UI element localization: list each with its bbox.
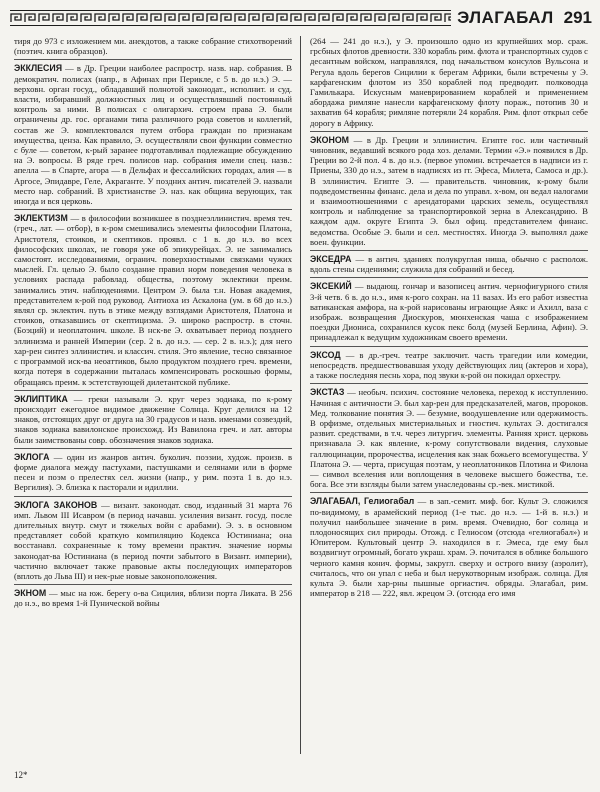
entry-text: — в Др. Греции наиболее распростр. назв. нар. собрания. В демократич. полисах (напр., в Афинах при Перикле, с 5 в. до н.э.) Э. — верховн. орган госуд., обладавший полнотой законодат., исполнит. и суд. власти, избиравший должностных лиц и осуществлявший постоянный контроль за ними. В полисах с олигархич. строем права Э. были ограничены др. гос. органами типа различного рода советов и коллегий, состав же Э. комплектовался путем отбора граждан по признакам имущества, ценза. Как правило, Э. осуществляли свои функции совместно с буле — советом, к-рый заранее подготавливал подлежащие обсуждению на Э. вопросы. В ряде греч. полисов нар. собрания имели спец. назв.: апелла — в Спарте, агора — в Дельфах и фессалийских городах, алия — в Аргосе, Эпидавре, Геле, Акраганте. У поздних антич. писателей Э. назвали место нар. собраний. В христианстве Э. наз. как община верующих, так иногда и вся церковь. bbox=[14, 63, 292, 207]
entry-separator bbox=[14, 390, 292, 391]
entry-text: — в Др. Греции и эллинистич. Египте гос. или частичный чиновник, ведавший всякого рода хоз. делами. Термин «Э.» появился в Др. Греции во 2-й пол. 4 в. до н.э. (первое упомин. встречается в надписи из г. Приены, 330 до н.э., затем в надписях из гг. Эфеса, Милета, Самоса и др.). В эллинистич. Египте Э. — правительств. чиновник, к-рому были подведомственны финанс. дела и дела по управл. х-вом, он ведал налогами и взаимоотношениями с арендаторами царских земель, осуществлял контроль и наблюдение за транспортировкой зерна в Александрию. В каждом адм. округе Египта Э. был офиц. представителем финанс. ведомства. Особые Э. были и сел. местностях. Иногда Э. выполнял даже воен. функции. bbox=[310, 134, 588, 247]
entry-text: — в антич. зданиях полукруглая ниша, обычно с располож. вдоль стены сидениями; служила для собраний и бесед. bbox=[310, 254, 588, 275]
running-header bbox=[10, 7, 592, 29]
entry-headword: ЭКЛЕКТИЗМ bbox=[14, 213, 68, 224]
entry-text: — выдающ. гончар и вазописец антич. чернофигурного стиля 3-й четв. 6 в. до н.э., имя к-рого сохран. на 11 вазах. Из его работ известна ватиканская амфора, на к-рой нарисованы играющие Аякс и Ахилл, ваза с изображ. возвращения Диоскуров, мюнхенская чаша с изображением поездки Диониса, сохранился кусок пекс болд (музей Берлина, Афин). Э. принадлежал к ведущим художникам своего времени. bbox=[310, 281, 588, 343]
decorative-border-ornament bbox=[10, 10, 451, 26]
entry-headword: ЭЛАГАБАЛ, Гелиогабал bbox=[310, 496, 415, 507]
entry-text: тиря до 973 с изложением ми. анекдотов, а также собрание стихотворений (поэтич. книга образцов). bbox=[14, 36, 292, 57]
entry-separator bbox=[310, 383, 588, 384]
entry-separator bbox=[14, 448, 292, 449]
entry-headword: ЭКЛИПТИКА bbox=[14, 393, 68, 404]
dictionary-entry bbox=[310, 387, 588, 489]
left-text-column bbox=[14, 36, 292, 754]
entry-text: — в зап.-семит. миф. бог. Культ Э. сложился по-видимому, в арамейский период (1-е тыс. до н.э. — 1-й в. н.э.) и получил наибольшее значение в рим. время. Очевидно, бог солнца и плодоносящих сил природы. Отожд. с Гелиосом (отсюда «гелиогабал») и Юпитером. Культовый центр Э. находился в г. Эмеса, где ему был воздвигнут огромный, богато украш. храм. Э. почитался в облике большого черного камня конич. формы, закругл. сверху и острого внизу (аэролит), считалось, что он упал с неба и был нерукотворным изображ. солнца. Для культа Э. были хар-рны пышные оргиастич. обряды. Элагабал, рим. император в 218 — 222, явл. жрецом Э. (отсюда его имя bbox=[310, 496, 588, 599]
running-title: ЭЛАГАБАЛ bbox=[457, 8, 554, 27]
entry-headword: ЭКСЕКИЙ bbox=[310, 281, 352, 292]
dictionary-entry bbox=[310, 281, 588, 342]
entry-separator bbox=[310, 277, 588, 278]
entry-headword: ЭКЛОГА ЗАКОНОВ bbox=[14, 499, 98, 510]
signature-mark: 12* bbox=[14, 770, 28, 780]
entry-separator bbox=[310, 346, 588, 347]
dictionary-entry bbox=[310, 254, 588, 274]
dictionary-entry bbox=[14, 213, 292, 386]
entry-headword: ЭКЛОГА bbox=[14, 451, 50, 462]
ornament-pattern-icon bbox=[10, 11, 451, 25]
entry-separator bbox=[14, 584, 292, 585]
entry-text: (264 — 241 до н.э.), у Э. произошло одно из крупнейших мор. сраж. грсбных флотов древности. 330 корабль рим. флота и транспортных судов с десантным войском, направлялся, под начальством консулов Вульсона и Регула вдоль берегов Сицилии к берегам Африки, были встречены у Э. карфагенским флотом из 350 кораблей под предводит. полководца Гамилькара. Искусным маневрированием кораблей и применением абордажа римляне нанесли карфагенскому флоту пораж., потопив 30 и захватив 64 корабля; римляне потеряли 24 корабля. Рим. флот открыл себе дорогу в Африку. bbox=[310, 36, 588, 128]
entry-text: — один из жанров антич. буколич. поэзии, худож. произв. в форме диалога между пастухами, пастушками и селянами или в форме песен и поэм о прелестях сел. жизни (напр., у рим. поэта 1 в. до н.э. Вергилия). Э. близка к пасторали и идиллии. bbox=[14, 451, 292, 493]
entry-text: — необыч. психич. состояние человека, переход к исступлению. Начиная с античности Э. был хар-рен для предсказателей, магов, пророков. Мед. толкование понятия Э. — безумие, воодушевление или одержимость. В орфизме, отдельных мистериальных и гностич. культах Э. достигался развит. средствами, в т.ч. через литургич. элементы. Ранняя христ. церковь признавала Э. как явление, к-рому сопутствовали видения, слуховые галлюцинации, пророчества, исцеления как знак божьего всемогущества. У Платона Э. — черта, присущая поэтам, у неоплатоников Плотина и Филона — символ вселения или воплощения в человеке высшего божества, т.е. бога. Все эти взгляды были затем унаследованы ср.-век. мистикой. bbox=[310, 387, 588, 490]
dictionary-entry bbox=[310, 36, 588, 128]
dictionary-entry bbox=[310, 350, 588, 381]
dictionary-entry bbox=[310, 135, 588, 247]
entry-separator bbox=[310, 250, 588, 251]
entry-headword: ЭКСТАЗ bbox=[310, 387, 345, 398]
entry-headword: ЭКНОМ bbox=[14, 588, 47, 599]
entry-text: — визант. законодат. свод, изданный 31 марта 76 имп. Львом III Исавром (в период начавш. усиления визант. госуд. после длительных внутр. смут и тяжелых войн с арабами). Э. з. в основном представляет собой краткую компиляцию Кодекса Юстиниана; она восстанавл. сохраненные к тому времени практич. значение нормы законодат-ва Юстиниана (в период почти забытого в Визант. империи), частично включает также правовые акты последующих императоров (вплоть до Льва III) и нек-рые новые законоположения. bbox=[14, 499, 292, 581]
entry-separator bbox=[14, 59, 292, 60]
dictionary-entry bbox=[14, 63, 292, 206]
dictionary-entry bbox=[14, 588, 292, 608]
entry-separator bbox=[310, 492, 588, 493]
entry-text: — в философии возникшее в позднеэллинистич. время теч. (греч., лат. — отбор), в к-ром смешивались элементы философии Платона, Аристотеля, стоиков, и скептиков. проявл. с 1 в. до н.э. во всех философских школах, не говоря уже об эпикурейцах. Э. не занимались самостоят. исследованиями, огранич. поверхностными связками чужих мыслей. Гл. целью Э. было создание правил норм поведения человека в условиях распада рабовлад. общества, поэтому эклектики преим. занимались этич. наблюдениями. Центром Э. была т.н. Новая академия, представителем к-рой под руковод. Антиоха из Аскалона (ум. в 68 до н.э.) являл ср. эклектич. путь в этике между взглядами Аристотеля, Платона и стоиков, отказавшись от скептицизма. Э. широко распростр. в сточн. (Боэций) и неоплатонич. школе. В нск-ве Э. охватывает период позднего эллинизма и ранней Империи (сер. 2 в. до н.э. — сер. 2 в. н.э.); для него хар-рен синтез эллинистич. и классич. стиля. Это явление, тесно связанное с программой иск-ва неоаттиков, было продуктом позднего греч. времени, когда потеря в содержании пыталась компенсировать роскошью формы, обращаясь преим. к эстетствующей дилетантской публике. bbox=[14, 213, 292, 387]
entry-headword: ЭКСОД bbox=[310, 349, 341, 360]
entry-separator bbox=[14, 496, 292, 497]
entry-text: — греки называли Э. круг через зодиака, по к-рому происходит ежегодное видимое движение Солнца. Круг делился на 12 знаков, отстоящих друг от друга на 30 градусов и назв. именами созвездий, знаков зодиака вавилонское происхожд. Из Вавилона греч. и лат. авторы были заимствованы совр. обозначения знаков зодиака. bbox=[14, 393, 292, 445]
dictionary-entry bbox=[14, 500, 292, 582]
entry-text: — мыс на юж. берегу о-ва Сицилия, вблизи порта Ликата. В 256 до н.э., во время 1-й Пунической войны bbox=[14, 588, 292, 609]
dictionary-entry bbox=[14, 36, 292, 56]
entry-separator bbox=[310, 131, 588, 132]
entry-headword: ЭКОНОМ bbox=[310, 134, 349, 145]
dictionary-entry bbox=[14, 452, 292, 493]
dictionary-entry bbox=[14, 394, 292, 445]
entry-headword: ЭККЛЕСИЯ bbox=[14, 63, 63, 74]
column-divider bbox=[300, 36, 301, 754]
entry-text: — в др.-греч. театре заключит. часть трагедии или комедии, непосредств. предшествовавшая уходу действующих лиц (актеров и хора), а также последняя песнь хора, под звуки к-рой он покидал орхестру. bbox=[310, 349, 588, 381]
entry-headword: ЭКСЕДРА bbox=[310, 254, 352, 265]
right-text-column bbox=[310, 36, 588, 754]
page-number: 291 bbox=[563, 8, 592, 27]
dictionary-entry bbox=[310, 496, 588, 598]
entry-separator bbox=[14, 209, 292, 210]
